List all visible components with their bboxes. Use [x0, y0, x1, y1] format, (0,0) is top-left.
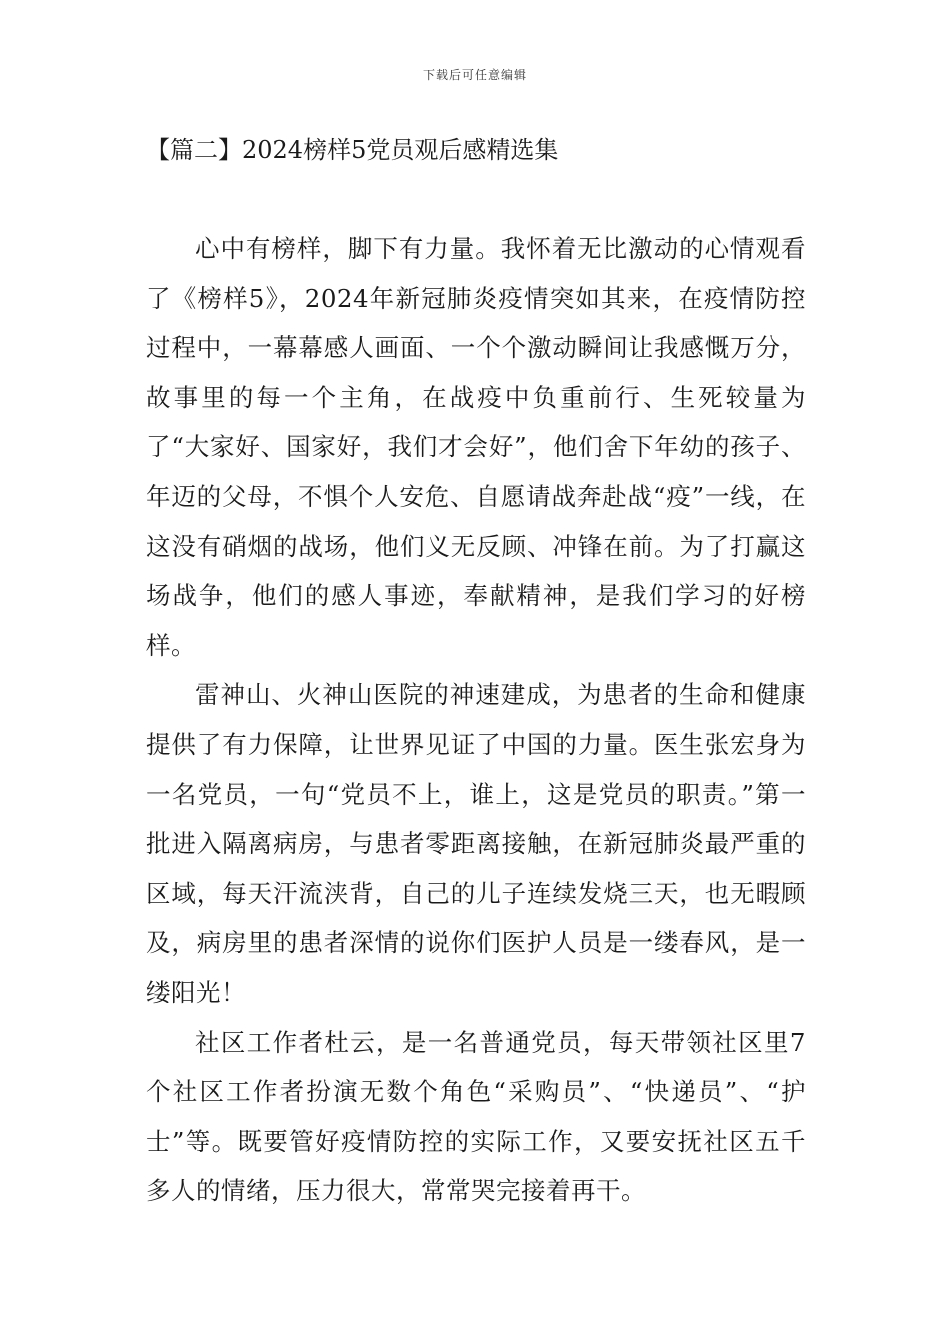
document-body	[146, 224, 806, 1216]
paragraph: 雷神山、火神山医院的神速建成，为患者的生命和健康提供了有力保障，让世界见证了中国的力量。医生张宏身为一名党员，一句“党员不上，谁上，这是党员的职责。”第一批进入隔离病房，与患者零距离接触，在新冠肺炎最严重的区域，每天汗流浃背，自己的儿子连续发烧三天，也无暇顾及，病房里的患者深情的说你们医护人员是一缕春风，是一缕阳光！	[146, 680, 806, 1007]
header-note: 下载后可任意编辑	[422, 68, 527, 82]
paragraph: 社区工作者杜云，是一名普通党员，每天带领社区里7个社区工作者扮演无数个角色“采购员”、“快递员”、“护士”等。既要管好疫情防控的实际工作，又要安抚社区五千多人的情绪，压力很大，常常哭完接着再干。	[146, 1027, 806, 1206]
paragraph: 心中有榜样，脚下有力量。我怀着无比激动的心情观看了《榜样5》，2024年新冠肺炎疫情突如其来，在疫情防控过程中，一幕幕感人画面、一个个激动瞬间让我感慨万分，故事里的每一个主角，在战疫中负重前行、生死较量为了“大家好、国家好，我们才会好”，他们舍下年幼的孩子、年迈的父母，不惧个人安危、自愿请战奔赴战“疫”一线，在这没有硝烟的战场，他们义无反顾、冲锋在前。为了打赢这场战争，他们的感人事迹，奉献精神，是我们学习的好榜样。	[146, 234, 806, 660]
document-title: 【篇二】2024榜样5党员观后感精选集	[146, 136, 559, 164]
